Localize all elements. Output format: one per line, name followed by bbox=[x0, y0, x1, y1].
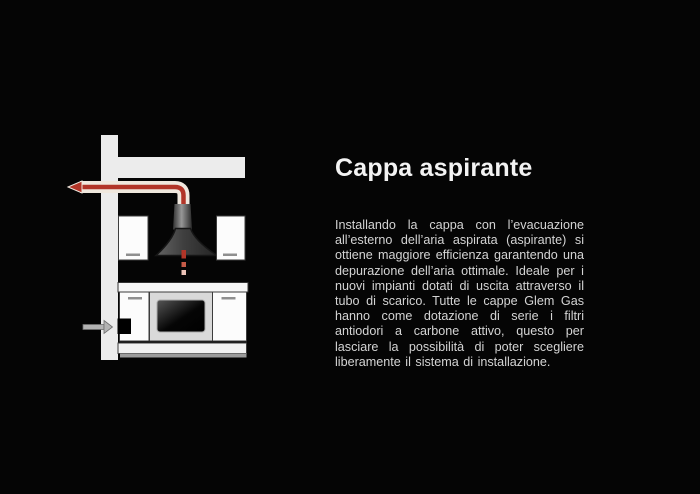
countertop bbox=[118, 283, 248, 293]
ceiling-beam bbox=[101, 157, 245, 178]
oven-glass-door bbox=[157, 300, 205, 332]
hood-canopy bbox=[156, 229, 217, 256]
plinth bbox=[118, 343, 247, 354]
kitchen-hood-diagram bbox=[0, 0, 320, 494]
suction-dots-icon bbox=[182, 250, 187, 275]
wall-cabinet-left-handle bbox=[126, 254, 140, 257]
body-paragraph: Installando la cappa con l’evacuazione all’esterno dell’aria aspirata (aspirante) si ottiene maggiore efficienza garantendo una depurazione dell’aria ottimale. Ideale per i nuovi impianti dotati di uscita attraverso il tubo di scarico. Tutte le cappe Glem Gas hanno come dotazione di serie i filtri antiodori a carbone attivo, questo per lasciare la possibilità di poter scegliere liberamente il sistema di installazione. bbox=[335, 218, 584, 369]
wall-cabinet-right-handle bbox=[223, 254, 237, 257]
exhaust-duct-tube bbox=[80, 187, 184, 208]
base-door-right-handle bbox=[222, 297, 236, 300]
wall-cabinet-left bbox=[119, 216, 149, 260]
page-title: Cappa aspirante bbox=[335, 154, 533, 182]
exhaust-arrow-icon bbox=[68, 181, 82, 193]
hood-chimney bbox=[173, 204, 192, 230]
text-column bbox=[335, 155, 584, 370]
base-door-left-handle bbox=[128, 297, 142, 300]
wall-cabinet-right bbox=[217, 216, 246, 260]
intake-recess bbox=[118, 319, 132, 335]
plinth-shadow bbox=[120, 354, 247, 358]
